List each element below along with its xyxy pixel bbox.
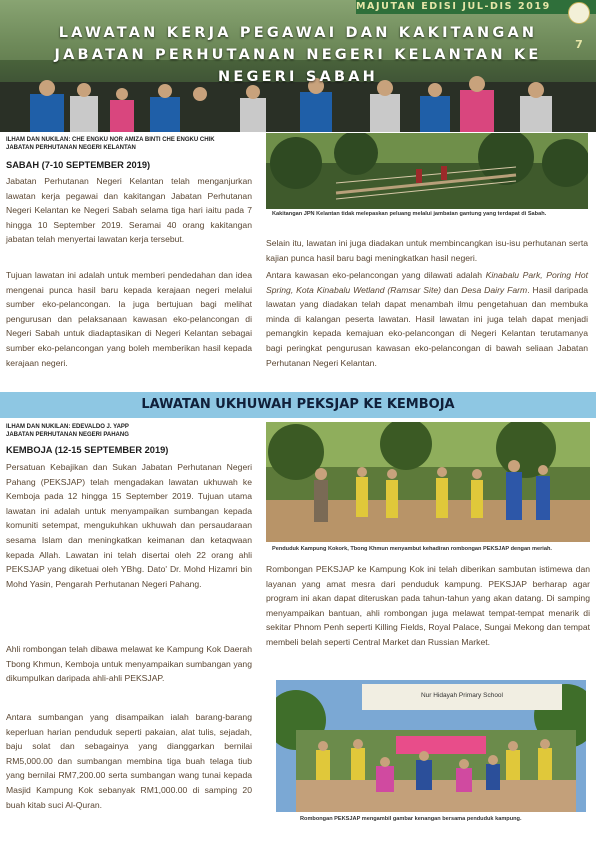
article2-paragraph-4: Rombongan PEKSJAP ke Kampung Kok ini telah diberikan sambutan istimewa dan layanan yang amat mesra dari penduduk kampung. PEKSJAP berharap agar program ini akan dapat diteruskan pada tahun-tahun yang akan datang. Di samping menyampaikan bantuan, ahli rombongan juga melawat tempat-tempat menarik di sekitar Phnom Penh seperti Killing Fields, Royal Palace, Sungai Mekong dan tempat membeli belah seperti Central Market dan Russian Market.	[266, 564, 590, 647]
article1-paragraph-2: Tujuan lawatan ini adalah untuk memberi pendedahan dan idea mengenai punca hasil baru kepada kerajaan negeri melalui sumber eko-pelancongan. Ia juga bertujuan bagi melihat pengurusan dan pelaksanaan kawasan eko-pelancongan di Negeri Sabah untuk diadaptasikan di Negeri Kelantan sebagai sumber eko-pelancongan yang boleh memberikan hasil kepada kerajaan negeri.	[6, 270, 252, 368]
article1-subheading: SABAH (7-10 SEPTEMBER 2019)	[6, 160, 151, 170]
article1-paragraph-1: Jabatan Perhutanan Negeri Kelantan telah menganjurkan lawatan kerja pegawai dan kakitangan Jabatan Perhutanan Negeri Kelantan ke Negeri Sabah selama tiga hari iaitu pada 7 hingga 10 September 2019. Seramai 40 orang kakitangan jabatan telah menyertai lawatan kerja tersebut.	[6, 176, 252, 245]
edition-label: MAJUTAN EDISI JUL-DIS 2019	[356, 1, 551, 12]
article2-photo2-caption: Rombongan PEKSJAP mengambil gambar kenangan bersama penduduk kampung.	[300, 816, 522, 822]
article1-paragraph-4: Antara kawasan eko-pelancongan yang dilawati adalah Kinabalu Park, Poring Hot Spring, Kota Kinabalu Wetland (Ramsar Site) dan Desa Dairy Farm. Hasil daripada lawatan yang diadakan telah dapat menambah ilmu pengetahuan dan membuka minda di kalangan peserta lawatan. Hasil lawatan ini juga telah dapat menjadi pemangkin kepada kemajuan eko-pelancongan di Negeri Kelantan terutamanya bagi peringkat pengurusan kawasan eko-pelancongan di bawah seliaan Jabatan Perhutanan Negeri Kelantan.	[266, 270, 589, 368]
page-number: 7	[575, 38, 583, 51]
article2-subheading: KEMBOJA (12-15 SEPTEMBER 2019)	[6, 445, 169, 455]
group-memento-photo	[276, 680, 586, 812]
article1-credit: ILHAM DAN NUKILAN: CHE ENGKU NOR AMIZA BINTI CHE ENGKU CHIK JABATAN PERHUTANAN NEGERI KELANTAN	[6, 137, 215, 151]
article1-paragraph-3: Selain itu, lawatan ini juga diadakan untuk membincangkan isu-isu perhutanan serta kajian punca hasil baru bagi meningkatkan hasil negeri.	[266, 238, 588, 263]
header-photo	[0, 0, 596, 132]
article2-paragraph-2: Ahli rombongan telah dibawa melawat ke Kampung Kok Daerah Tbong Khmun, Kemboja untuk menyampaikan sumbangan yang dikumpulkan daripada ahli-ahli PEKSJAP.	[6, 644, 252, 684]
school-banner: Nur Hidayah Primary School	[420, 692, 503, 699]
logo-icon	[568, 2, 590, 24]
article2-photo1-caption: Penduduk Kampung Kokork, Tbong Khmun menyambut kehadiran rombongan PEKSJAP dengan meriah.	[272, 546, 552, 552]
suspension-bridge-photo	[266, 133, 588, 209]
village-welcome-photo	[266, 422, 590, 542]
article2-paragraph-3: Antara sumbangan yang disampaikan ialah barang-barang keperluan harian penduduk seperti pakaian, alat tulis, sejadah, baju solat dan sebagainya yang dianggarkan bernilai RM5,000.00 dan sumbangan membina tiga buah telaga tiub yang bernilai RM7,200.00 serta sumbangan wang tunai kepada Masjid Kampung Kok sebanyak RM1,000.00 di samping 20 buah kitab suci Al-Quran.	[6, 712, 252, 810]
article1-photo-caption: Kakitangan JPN Kelantan tidak melepaskan peluang melalui jambatan gantung yang terdapat di Sabah.	[272, 211, 547, 217]
page-title: LAWATAN KERJA PEGAWAI DAN KAKITANGAN JABATAN PERHUTANAN NEGERI KELANTAN KE NEGERI SABAH	[54, 25, 542, 85]
article2-credit: ILHAM DAN NUKILAN: EDEVALDO J. YAPP JABATAN PERHUTANAN NEGERI PAHANG	[6, 424, 129, 438]
section-title: LAWATAN UKHUWAH PEKSJAP KE KEMBOJA	[141, 397, 455, 412]
article2-paragraph-1: Persatuan Kebajikan dan Sukan Jabatan Perhutanan Negeri Pahang (PEKSJAP) telah mengadakan lawatan ukhuwah ke Kemboja pada 12 hingga 15 September 2019. Tujuan utama lawatan ini adalah untuk menyampaikan sumbangan kepada komuniti setempat, mengukuhkan ukhuwah dan persaudaraan sesama Islam dan meningkatkan keimanan dan ketaqwaan kepada Allah. Lawatan ini telah disertai oleh 22 orang ahli PEKSJAP yang diketuai oleh YBhg. Dato' Dr. Mohd Hizamri bin Mohd Yasin, Pengarah Perhutanan Negeri Pahang.	[6, 462, 252, 589]
